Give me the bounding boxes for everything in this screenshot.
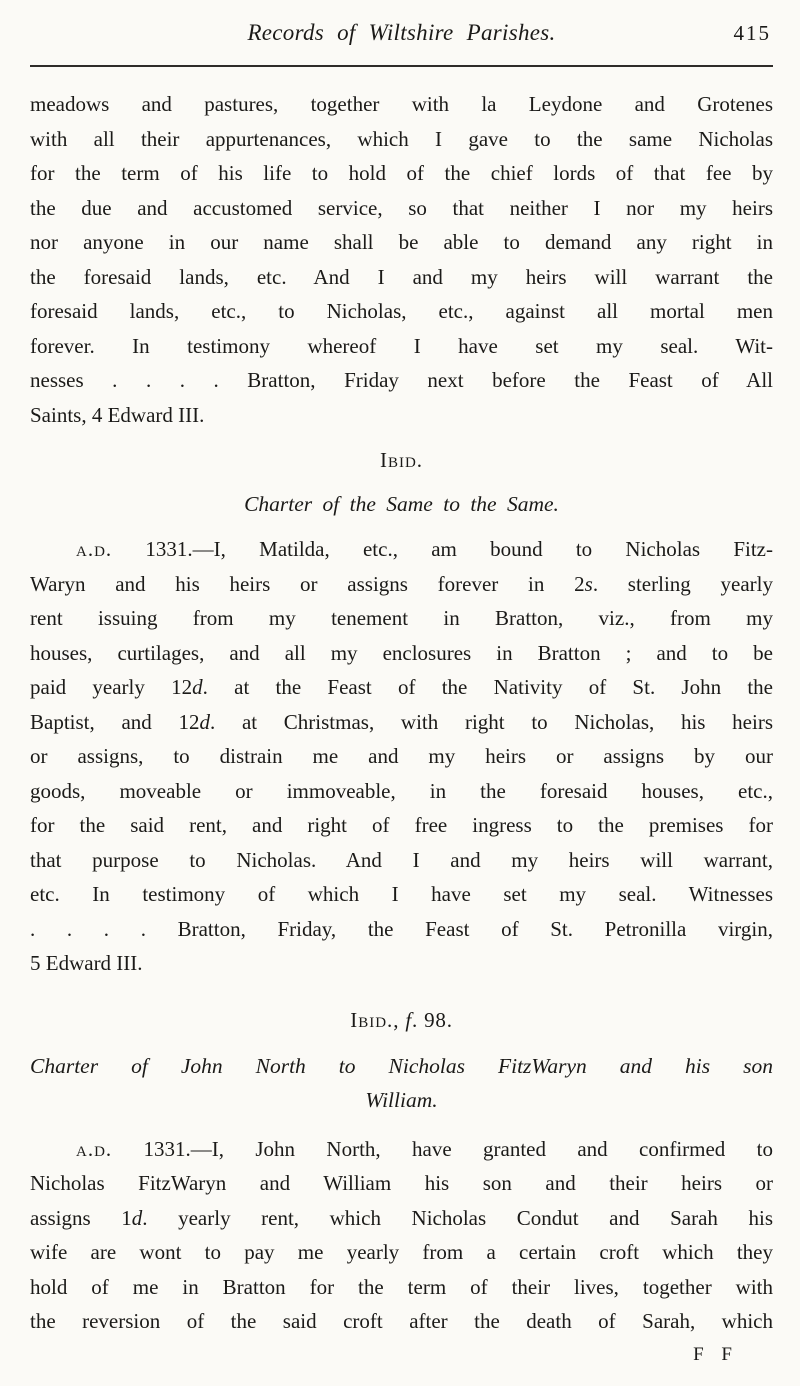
section-heading-ibid-f98: Ibid., f. 98. [350,1007,453,1032]
page-header [30,20,773,52]
charter-title-john-north [30,1049,773,1117]
section-heading-ibid: Ibid. [379,448,424,472]
text-line: . . . . Bratton, Friday, the Feast of St. Petronilla virgin, [30,916,773,941]
text-line: a.d. 1331.—I, Matilda, etc., am bound to Nicholas Fitz- [76,537,773,561]
text-line: the foresaid lands, etc. And I and my heirs will warrant the [30,264,773,289]
running-title: Records of Wiltshire Parishes. [247,20,556,45]
text-line: paid yearly 12d. at the Feast of the Nativity of St. John the [30,675,774,699]
text-line: hold of me in Bratton for the term of their lives, together with [30,1274,773,1299]
header-rule [30,65,773,67]
text-line: nor anyone in our name shall be able to demand any right in [30,230,773,254]
paragraph-charter-john-north [30,1132,773,1339]
text-line: 5 Edward III. [30,951,143,975]
text-line: Charter of the Same to the Same. [244,492,559,516]
text-line: for the said rent, and right of free ingress to the premises for [30,813,773,837]
text-line: assigns 1d. yearly rent, which Nicholas Condut and Sarah his [30,1205,773,1230]
printers-signature: F F [693,1343,733,1365]
paragraph-charter-continuation [30,87,773,432]
text-line: with all their appurtenances, which I gave to the same Nicholas [30,126,773,151]
text-line: Charter of John North to Nicholas FitzWaryn and his son [30,1053,773,1078]
text-line: rent issuing from my tenement in Bratton, viz., from my [30,606,773,630]
text-line: forever. In testimony whereof I have set my seal. Wit- [30,333,773,358]
paragraph-charter-matilda [30,532,773,981]
text-line: the due and accustomed service, so that neither I nor my heirs [30,195,773,220]
text-line: Nicholas FitzWaryn and William his son and their heirs or [30,1171,773,1195]
text-line: the reversion of the said croft after the death of Sarah, which [30,1309,773,1333]
text-line: wife are wont to pay me yearly from a certain croft which they [30,1240,773,1264]
text-line: Saints, 4 Edward III. [30,402,205,427]
text-line: meadows and pastures, together with la Leydone and Grotenes [30,92,773,116]
text-line: Baptist, and 12d. at Christmas, with right to Nicholas, his heirs [30,709,773,734]
text-line: that purpose to Nicholas. And I and my heirs will warrant, [30,847,773,872]
text-line: foresaid lands, etc., to Nicholas, etc., against all mortal men [30,299,773,323]
text-line: for the term of his life to hold of the chief lords of that fee by [30,161,773,185]
text-line: Waryn and his heirs or assigns forever in 2s. sterling yearly [30,571,773,596]
text-line: etc. In testimony of which I have set my seal. Witnesses [30,882,773,906]
text-line: a.d. 1331.—I, John North, have granted and confirmed to [76,1136,773,1161]
text-line: or assigns, to distrain me and my heirs or assigns by our [30,744,773,768]
page-number: 415 [733,21,771,45]
charter-title-same-to-same [30,487,773,521]
text-line: nesses . . . . Bratton, Friday next before the Feast of All [30,368,773,392]
text-line: houses, curtilages, and all my enclosures in Bratton ; and to be [30,640,773,665]
text-line: William. [365,1087,438,1112]
text-line: goods, moveable or immoveable, in the foresaid houses, etc., [30,778,773,803]
